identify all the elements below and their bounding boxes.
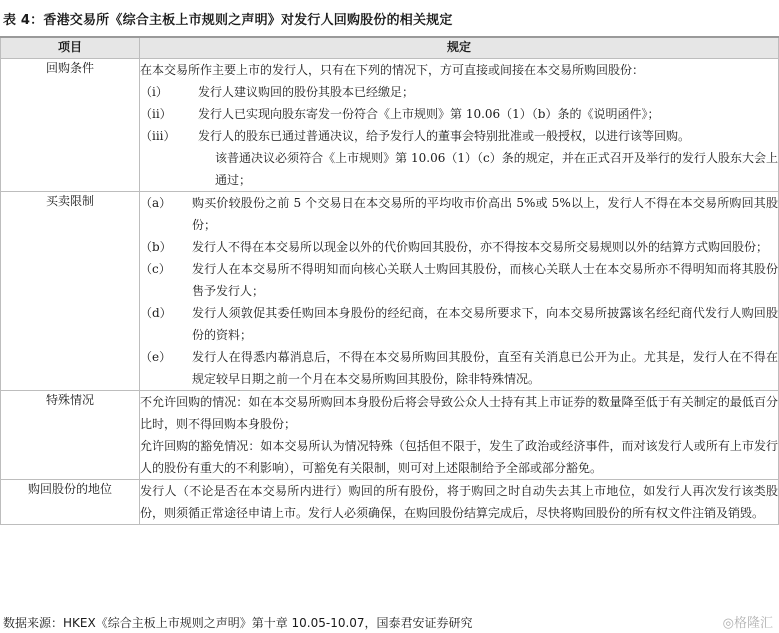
item-marker: （c） bbox=[140, 262, 171, 276]
item-marker: （e） bbox=[140, 350, 172, 364]
row-content-special bbox=[140, 391, 779, 480]
list-item bbox=[140, 192, 778, 236]
table-row bbox=[1, 192, 779, 391]
item-text: 发行人的股东已通过普通决议，给予发行人的董事会特别批准或一般授权，以进行该等回购。 bbox=[198, 129, 691, 143]
item-marker: （iii） bbox=[140, 129, 176, 143]
item-text: 发行人须敦促其委任购回本身股份的经纪商，在本交易所要求下，向本交易所披露该名经纪商代发行人购回股份的资料； bbox=[192, 306, 778, 342]
header-item: 项目 bbox=[1, 37, 140, 59]
table-row bbox=[1, 59, 779, 192]
repurchase-note: 该普通决议必须符合《上市规则》第 10.06（1）（c）条的规定，并在正式召开及举行的发行人股东大会上通过； bbox=[215, 151, 778, 187]
row-content-trading bbox=[140, 192, 779, 391]
row-label-status: 购回股份的地位 bbox=[1, 480, 140, 525]
item-marker: （b） bbox=[140, 240, 172, 254]
watermark-logo: ◎格隆汇 bbox=[722, 616, 773, 631]
list-item bbox=[140, 125, 778, 147]
item-text: 发行人在得悉内幕消息后，不得在本交易所购回其股份，直至有关消息已公开为止。尤其是，发行人在不得在规定较早日期之前一个月在本交易所购回其股份，除非特殊情况。 bbox=[192, 350, 778, 386]
row-label-special: 特殊情况 bbox=[1, 391, 140, 480]
row-label-repurchase: 回购条件 bbox=[1, 59, 140, 192]
row-content-repurchase bbox=[140, 59, 779, 192]
repurchase-intro: 在本交易所作主要上市的发行人，只有在下列的情况下，方可直接或间接在本交易所购回股份： bbox=[140, 63, 645, 77]
row-label-trading: 买卖限制 bbox=[1, 192, 140, 391]
list-item bbox=[140, 302, 778, 346]
list-item bbox=[140, 103, 778, 125]
source-note: 数据来源：HKEX《综合主板上市规则之声明》第十章 10.05-10.07，国泰君安证券研究 bbox=[3, 616, 473, 630]
item-marker: （i） bbox=[140, 85, 168, 99]
item-text: 购买价较股份之前 5 个交易日在本交易所的平均收市价高出 5%或 5%以上，发行人不得在本交易所购回其股份； bbox=[192, 196, 778, 232]
item-text: 发行人不得在本交易所以现金以外的代价购回其股份，亦不得按本交易所交易规则以外的结算方式购回股份； bbox=[192, 240, 769, 254]
list-item bbox=[140, 346, 778, 390]
list-item bbox=[140, 236, 778, 258]
rules-table bbox=[0, 36, 779, 525]
list-item bbox=[140, 81, 778, 103]
item-marker: （ii） bbox=[140, 107, 172, 121]
header-rule: 规定 bbox=[140, 37, 779, 59]
table-row bbox=[1, 480, 779, 525]
table-title: 表 4：香港交易所《综合主板上市规则之声明》对发行人回购股份的相关规定 bbox=[3, 13, 453, 28]
item-marker: （d） bbox=[140, 306, 172, 320]
status-paragraph: 发行人（不论是否在本交易所内进行）购回的所有股份，将于购回之时自动失去其上市地位，如发行人再次发行该类股份，则须循正常途径申请上市。发行人必须确保，在购回股份结算完成后，尽快将购回股份的所有权文件注销及销毁。 bbox=[140, 484, 778, 520]
item-text: 发行人已实现向股东寄发一份符合《上市规则》第 10.06（1）（b）条的《说明函件》； bbox=[198, 107, 660, 121]
item-text: 发行人在本交易所不得明知而向核心关联人士购回其股份，而核心关联人士在本交易所亦不得明知而将其股份售予发行人； bbox=[192, 262, 778, 298]
row-content-status bbox=[140, 480, 779, 525]
table-row bbox=[1, 391, 779, 480]
special-paragraph-2: 允许回购的豁免情况：如本交易所认为情况特殊（包括但不限于，发生了政治或经济事件，而对该发行人或所有上市发行人的股份有重大的不利影响），可豁免有关限制，则可对上述限制给予全部或部分豁免。 bbox=[140, 439, 778, 475]
item-marker: （a） bbox=[140, 196, 172, 210]
item-text: 发行人建议购回的股份其股本已经缴足； bbox=[198, 85, 415, 99]
special-paragraph-1: 不允许回购的情况：如在本交易所购回本身股份后将会导致公众人士持有其上市证券的数量降至低于有关制定的最低百分比时，则不得回购本身股份； bbox=[140, 395, 778, 431]
list-item bbox=[140, 258, 778, 302]
table-header-row bbox=[1, 37, 779, 59]
